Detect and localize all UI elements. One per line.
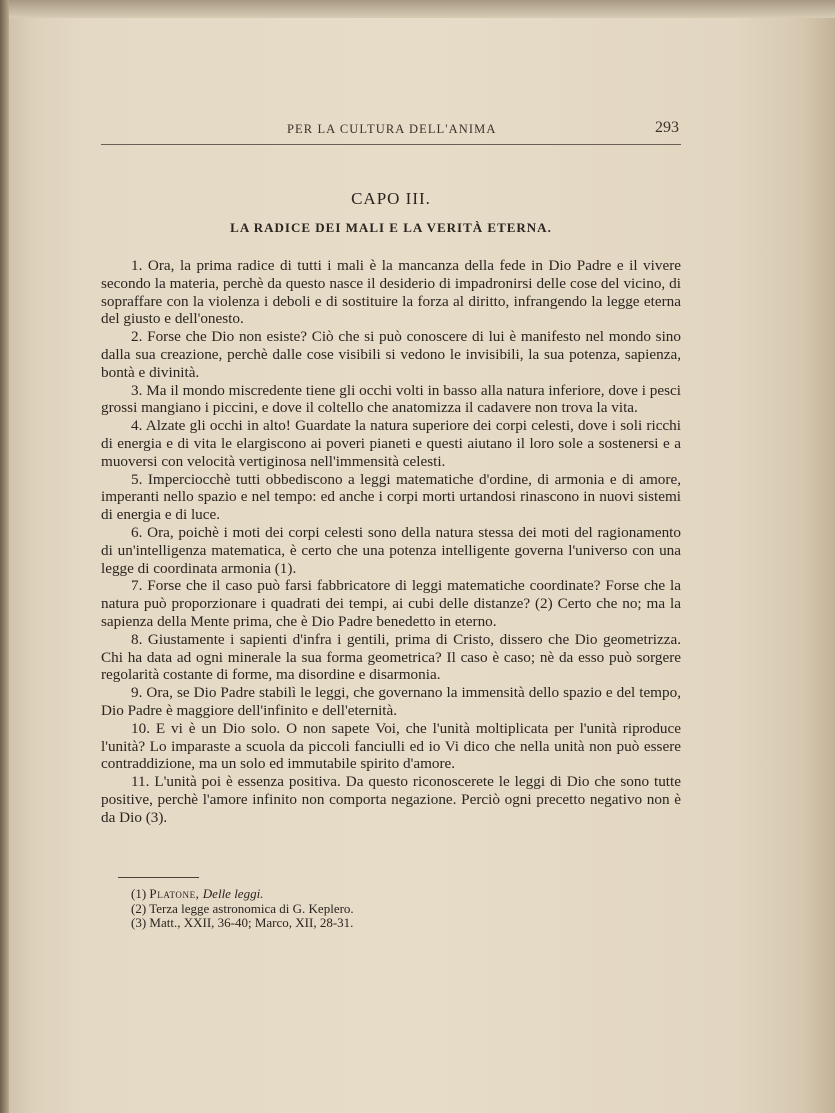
chapter-title: CAPO III. bbox=[351, 189, 431, 208]
paragraph-4: 4. Alzate gli occhi in alto! Guardate la natura superiore dei corpi celesti, dove i soli ricchi di energia e di vita le elargiscono ai poveri pianeti e questi aiutano il loro sole a sostenersi e a muoversi con velocità vertiginosa nell'immensità celesti. bbox=[101, 417, 681, 470]
footnote-1 bbox=[131, 887, 561, 902]
footnote-work: Delle leggi. bbox=[202, 886, 264, 901]
page-number: 293 bbox=[655, 119, 679, 136]
footnote-number: (1) bbox=[131, 886, 147, 901]
footnote-3 bbox=[131, 916, 561, 931]
paragraph-5: 5. Imperciocchè tutti obbediscono a leggi matematiche d'ordine, di armonia e di amore, imperanti nello spazio e nel tempo: ed anche i corpi morti urtandosi rinascono in nuovi sistemi di energia e di luce. bbox=[101, 470, 681, 524]
footnote-number: (2) bbox=[131, 900, 147, 916]
footnote-number: (3) bbox=[131, 915, 147, 930]
paragraph-9: 9. Ora, se Dio Padre stabilì le leggi, che governano la immensità dello spazio e del tempo, Dio Padre è maggiore dell'infinito e dell'eternità. bbox=[101, 684, 681, 719]
paragraph-3: 3. Ma il mondo miscredente tiene gli occhi volti in basso alla natura inferiore, dove i pesci grossi mangiano i piccini, e dove il coltello che anatomizza il cadavere non trova la vita. bbox=[101, 381, 681, 417]
running-title: PER LA CULTURA DELL'ANIMA bbox=[287, 122, 497, 136]
running-header bbox=[101, 118, 681, 145]
paragraph-11: 11. L'unità poi è essenza positiva. Da questo riconoscerete le leggi di Dio che sono tutte positive, perchè l'amore infinito non comporta negazione. Perciò ogni precetto negativo non è da Dio (3). bbox=[101, 773, 681, 826]
chapter-subtitle: LA RADICE DEI MALI E LA VERITÀ ETERNA. bbox=[230, 220, 552, 235]
paragraph-2: 2. Forse che Dio non esiste? Ciò che si può conoscere di lui è manifesto nel mondo sino dalla sua creazione, perchè dalle cose visibili si vedono le invisibili, la sua potenza, sapienza, bontà e divinità. bbox=[101, 328, 681, 381]
footnote-divider bbox=[118, 877, 199, 878]
body-text bbox=[101, 257, 681, 827]
footnote-author: Platone, bbox=[149, 886, 200, 901]
paragraph-1: 1. Ora, la prima radice di tutti i mali è la mancanza della fede in Dio Padre e il vivere secondo la materia, perchè da questo nasce il desiderio di impadronirsi delle cose del vicino, di sopraffare con la violenza i deboli e di sostituire la forza al diritto, infrangendo la legge eterna del giusto e dell'onesto. bbox=[101, 257, 681, 328]
paragraph-10: 10. E vi è un Dio solo. O non sapete Voi, che l'unità moltiplicata per l'unità riproduce l'unità? Lo imparaste a scuola da piccoli fanciulli ed io Vi dico che nella unità non può essere contraddizione, ma un solo ed immutabile spirito d'amore. bbox=[101, 719, 681, 773]
footnotes bbox=[131, 887, 561, 931]
paragraph-8: 8. Giustamente i sapienti d'infra i gentili, prima di Cristo, dissero che Dio geometrizza. Chi ha data ad ogni minerale la sua forma geometrica? Il caso è caso; nè da esso può sorgere regolarità costante di forme, ma disordine e disarmonia. bbox=[101, 630, 681, 684]
paragraph-7: 7. Forse che il caso può farsi fabbricatore di leggi matematiche coordinate? Forse che la natura può proporzionare i quadrati dei tempi, ai cubi delle distanze? (2) Certo che no; ma la sapienza della Mente prima, che è Dio Padre benedetto in eterno. bbox=[101, 577, 681, 630]
paragraph-6: 6. Ora, poichè i moti dei corpi celesti sono della natura stessa dei moti del ragionamento di un'intelligenza matematica, è certo che una potenza intelligente governa l'universo con una legge di coordinata armonia (1). bbox=[101, 523, 681, 577]
footnote-text: Matt., XXII, 36-40; Marco, XII, 28-31. bbox=[149, 915, 354, 930]
footnote-text: Terza legge astronomica di G. Keplero. bbox=[149, 900, 354, 916]
footnote-2 bbox=[131, 902, 561, 917]
